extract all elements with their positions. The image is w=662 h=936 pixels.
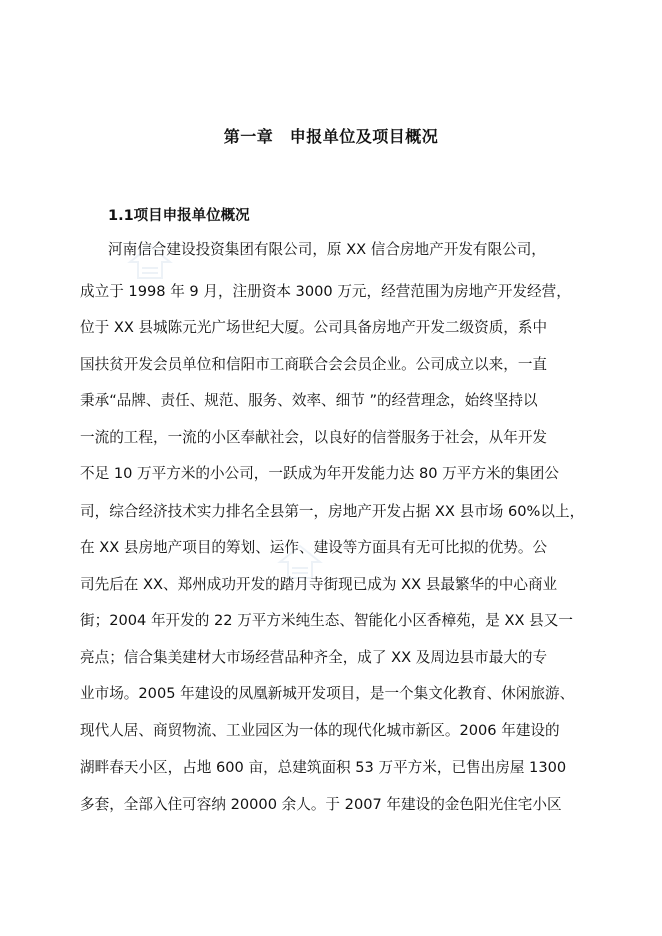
chapter-title: 第一章 申报单位及项目概况 (223, 127, 439, 146)
paragraph-line: 位于 XX 县城陈元光广场世纪大厦。公司具备房地产开发二级资质，系中 (80, 319, 548, 336)
paragraph-line: 现代人居、商贸物流、工业园区为一体的现代化城市新区。2006 年建设的 (80, 722, 560, 739)
paragraph-line: 在 XX 县房地产项目的筹划、运作、建设等方面具有无可比拟的优势。公 (80, 539, 548, 556)
paragraph-line: 湖畔春天小区，占地 600 亩，总建筑面积 53 万平方米，已售出房屋 1300 (80, 759, 567, 776)
paragraph-line: 秉承“品牌、责任、规范、服务、效率、细节 ”的经营理念，始终坚持以 (80, 392, 538, 409)
paragraph-line: 亮点；信合集美建材大市场经营品种齐全，成了 XX 及周边县市最大的专 (80, 649, 548, 666)
paragraph-line: 司先后在 XX、郑州成功开发的踏月寺街现已成为 XX 县最繁华的中心商业 (80, 576, 558, 593)
paragraph-line: 业市场。2005 年建设的凤凰新城开发项目，是一个集文化教育、休闲旅游、 (80, 685, 575, 702)
paragraph-line: 街；2004 年开发的 22 万平方米纯生态、智能化小区香樟苑，是 XX 县又一 (80, 612, 573, 629)
paragraph-line: 一流的工程，一流的小区奉献社会，以良好的信誉服务于社会，从年开发 (80, 429, 548, 446)
section-title: 1.1项目申报单位概况 (108, 208, 250, 224)
paragraph-line: 河南信合建设投资集团有限公司，原 XX 信合房地产开发有限公司， (108, 241, 546, 258)
paragraph-line: 多套，全部入住可容纳 20000 余人。于 2007 年建设的金色阳光住宅小区 (80, 796, 562, 813)
paragraph-line: 国扶贫开发会员单位和信阳市工商联合会会员企业。公司成立以来，一直 (80, 356, 548, 373)
paragraph-line: 不足 10 万平方米的小公司，一跃成为年开发能力达 80 万平方米的集团公 (80, 465, 559, 482)
paragraph-line: 司，综合经济技术实力排名全县第一，房地产开发占据 XX 县市场 60%以上， (80, 503, 585, 520)
paragraph-line: 成立于 1998 年 9 月，注册资本 3000 万元，经营范围为房地产开发经营， (80, 283, 571, 300)
